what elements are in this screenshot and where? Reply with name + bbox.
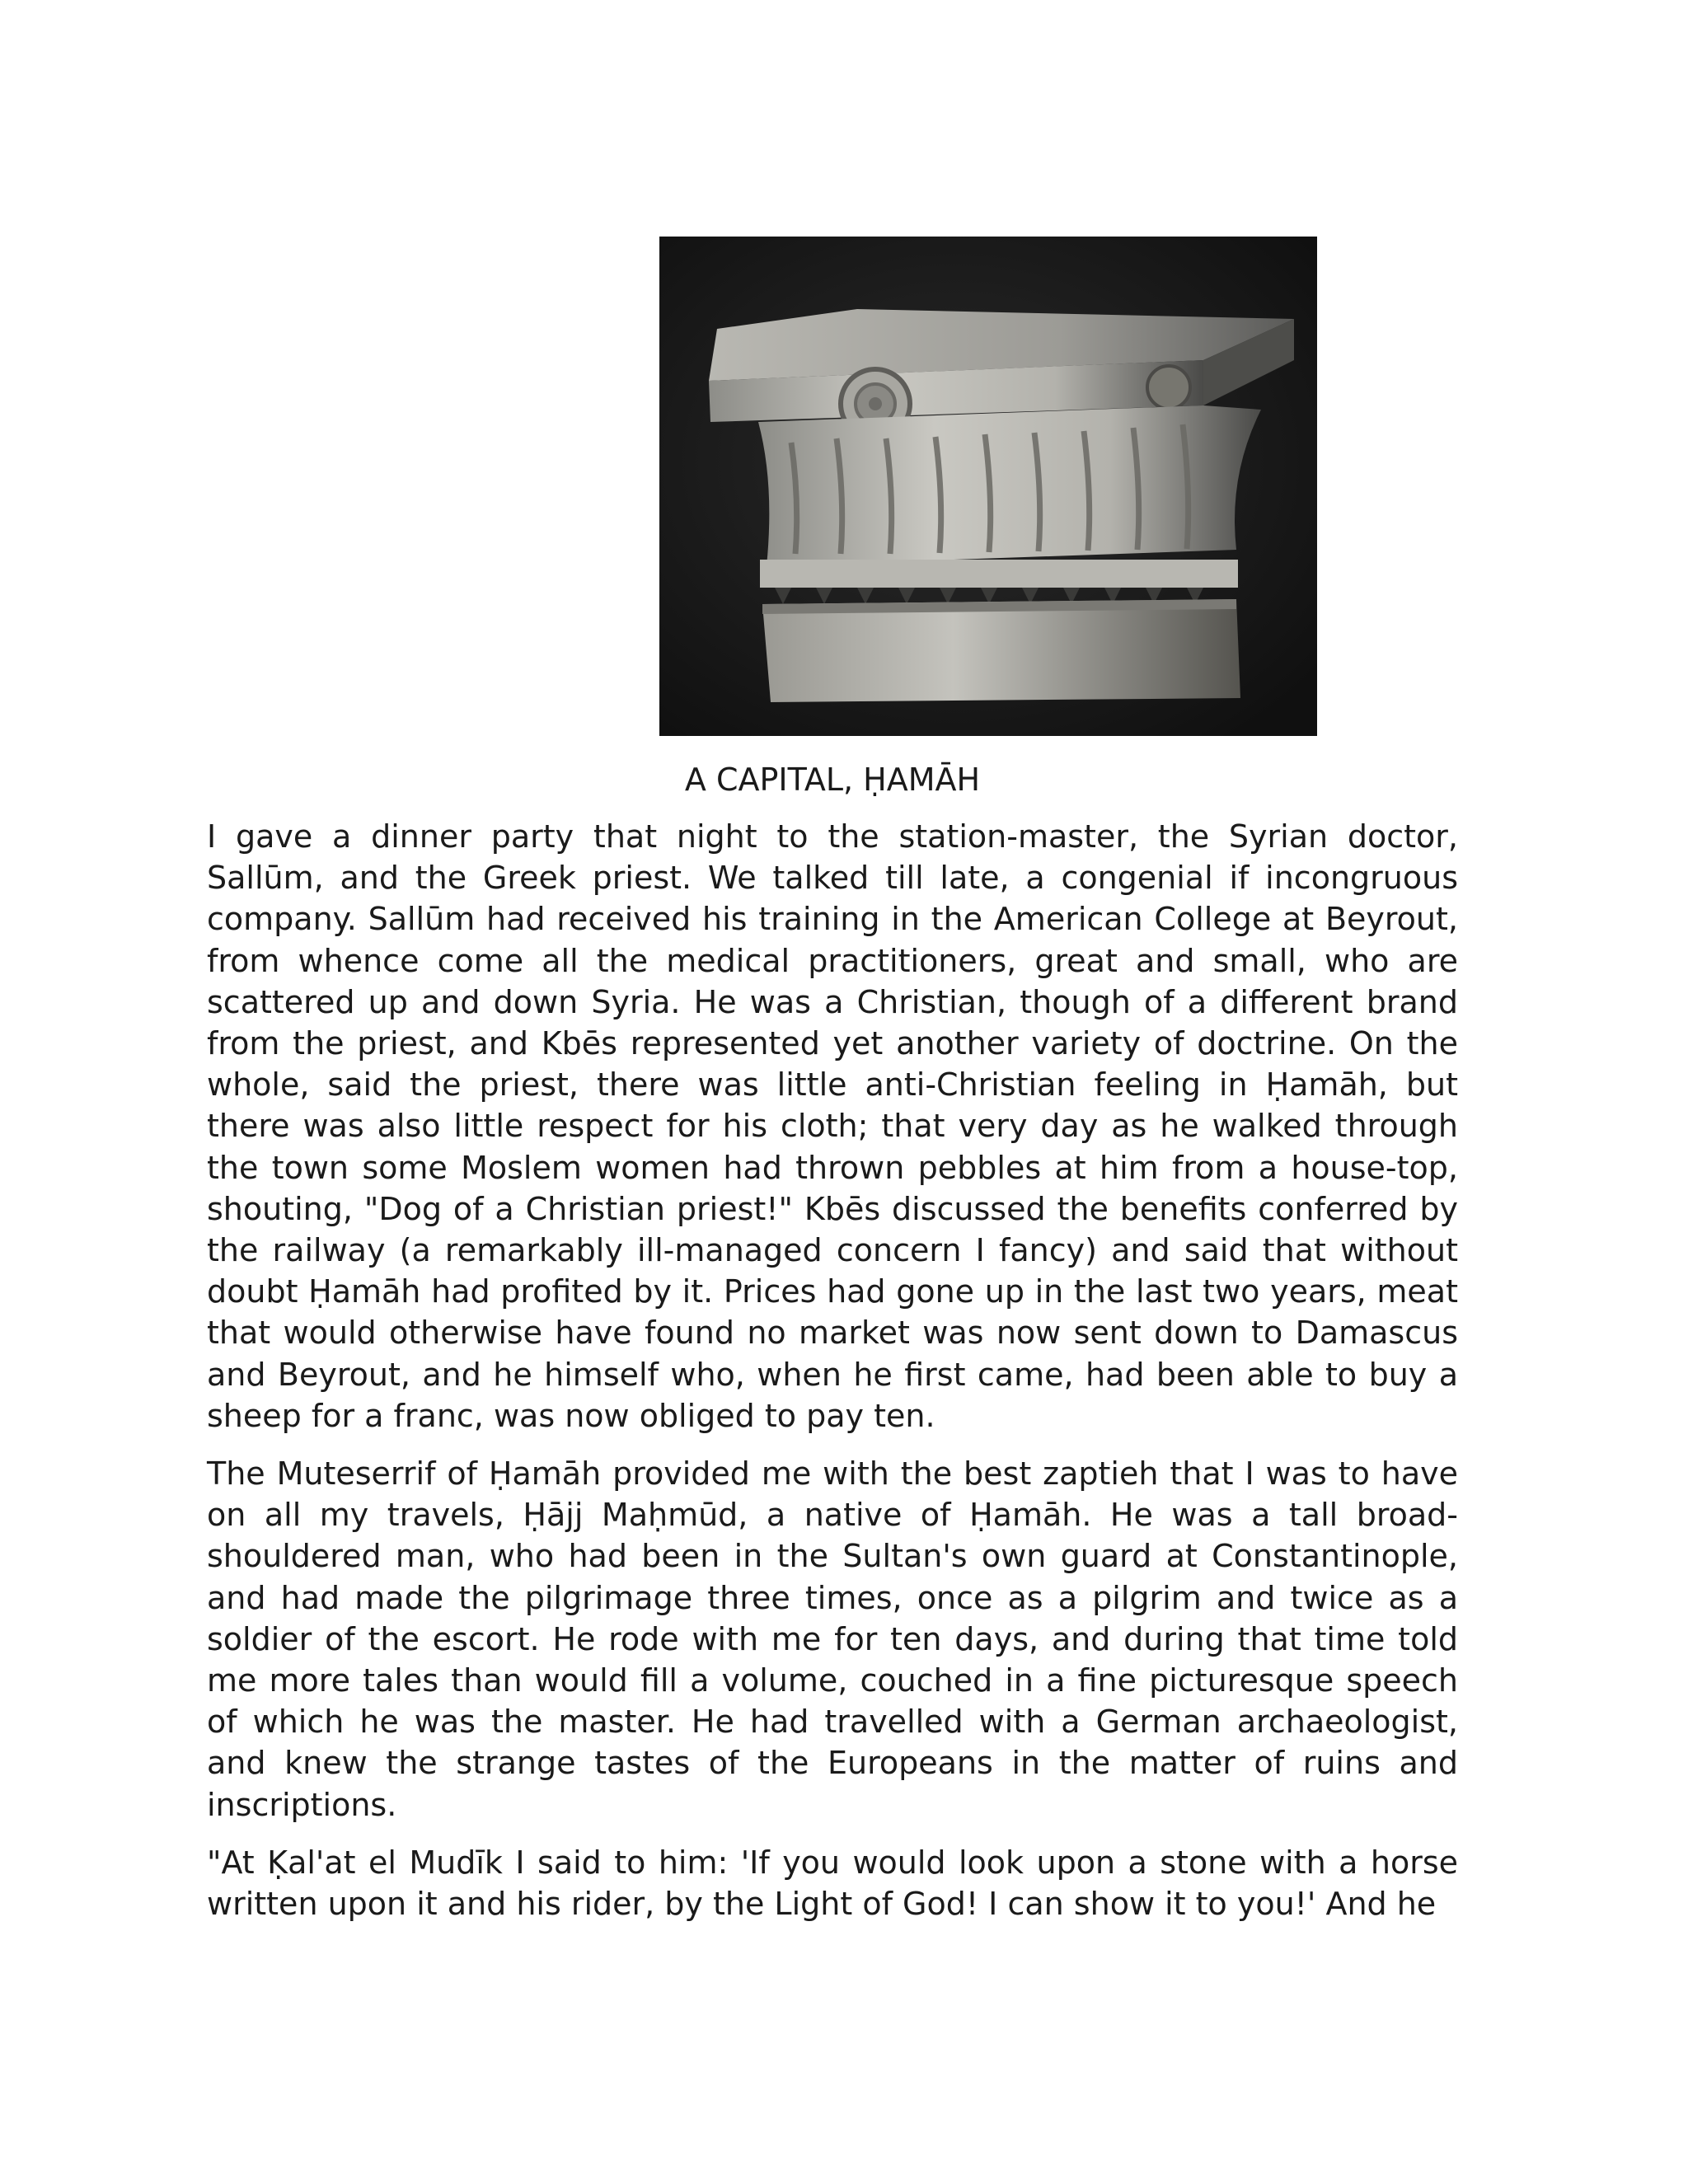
body-text bbox=[207, 816, 1458, 1941]
paragraph-dinner-party: I gave a dinner party that night to the station-master, the Syrian doctor, Sallūm, and the Greek priest. We talked till late, a congenial if incongruous company. Sallūm had received his training in the American College at Beyrout, from whence come all the medical practitioners, great and small, who are scattered up and down Syria. He was a Christian, though of a different brand from the priest, and Kbēs represented yet another variety of doctrine. On the whole, said the priest, there was little anti-Christian feeling in Ḥamāh, but there was also little respect for his cloth; that very day as he walked through the town some Moslem women had thrown pebbles at him from a house-top, shouting, "Dog of a Christian priest!" Kbēs discussed the benefits conferred by the railway (a remarkably ill-managed concern I fancy) and said that without doubt Ḥamāh had profited by it. Prices had gone up in the last two years, meat that would otherwise have found no market was now sent down to Damascus and Beyrout, and he himself who, when he first came, had been able to buy a sheep for a franc, was now obliged to pay ten. bbox=[207, 818, 1458, 1434]
figure-caption: A CAPITAL, ḤAMĀH bbox=[684, 762, 981, 798]
paragraph-kalat-el-mudik: "At Ḳal'at el Mudīk I said to him: 'If you would look upon a stone with a horse written upon it and his rider, by the Light of God! I can show it to you!' And he bbox=[207, 1844, 1458, 1923]
stone-capital-illustration bbox=[659, 237, 1317, 736]
capital-photo bbox=[659, 237, 1317, 736]
paragraph-muteserrif: The Muteserrif of Ḥamāh provided me with the best zaptieh that I was to have on all my travels, Ḥājj Maḥmūd, a native of Ḥamāh. He was a tall broad-shouldered man, who had been in the Sultan's own guard at Constantinople, and had made the pilgrimage three times, once as a pilgrim and twice as a soldier of the escort. He rode with me for ten days, and during that time told me more tales than would fill a volume, couched in a fine picturesque speech of which he was the master. He had travelled with a German archaeologist, and knew the strange tastes of the Europeans in the matter of ruins and inscriptions. bbox=[207, 1455, 1458, 1823]
